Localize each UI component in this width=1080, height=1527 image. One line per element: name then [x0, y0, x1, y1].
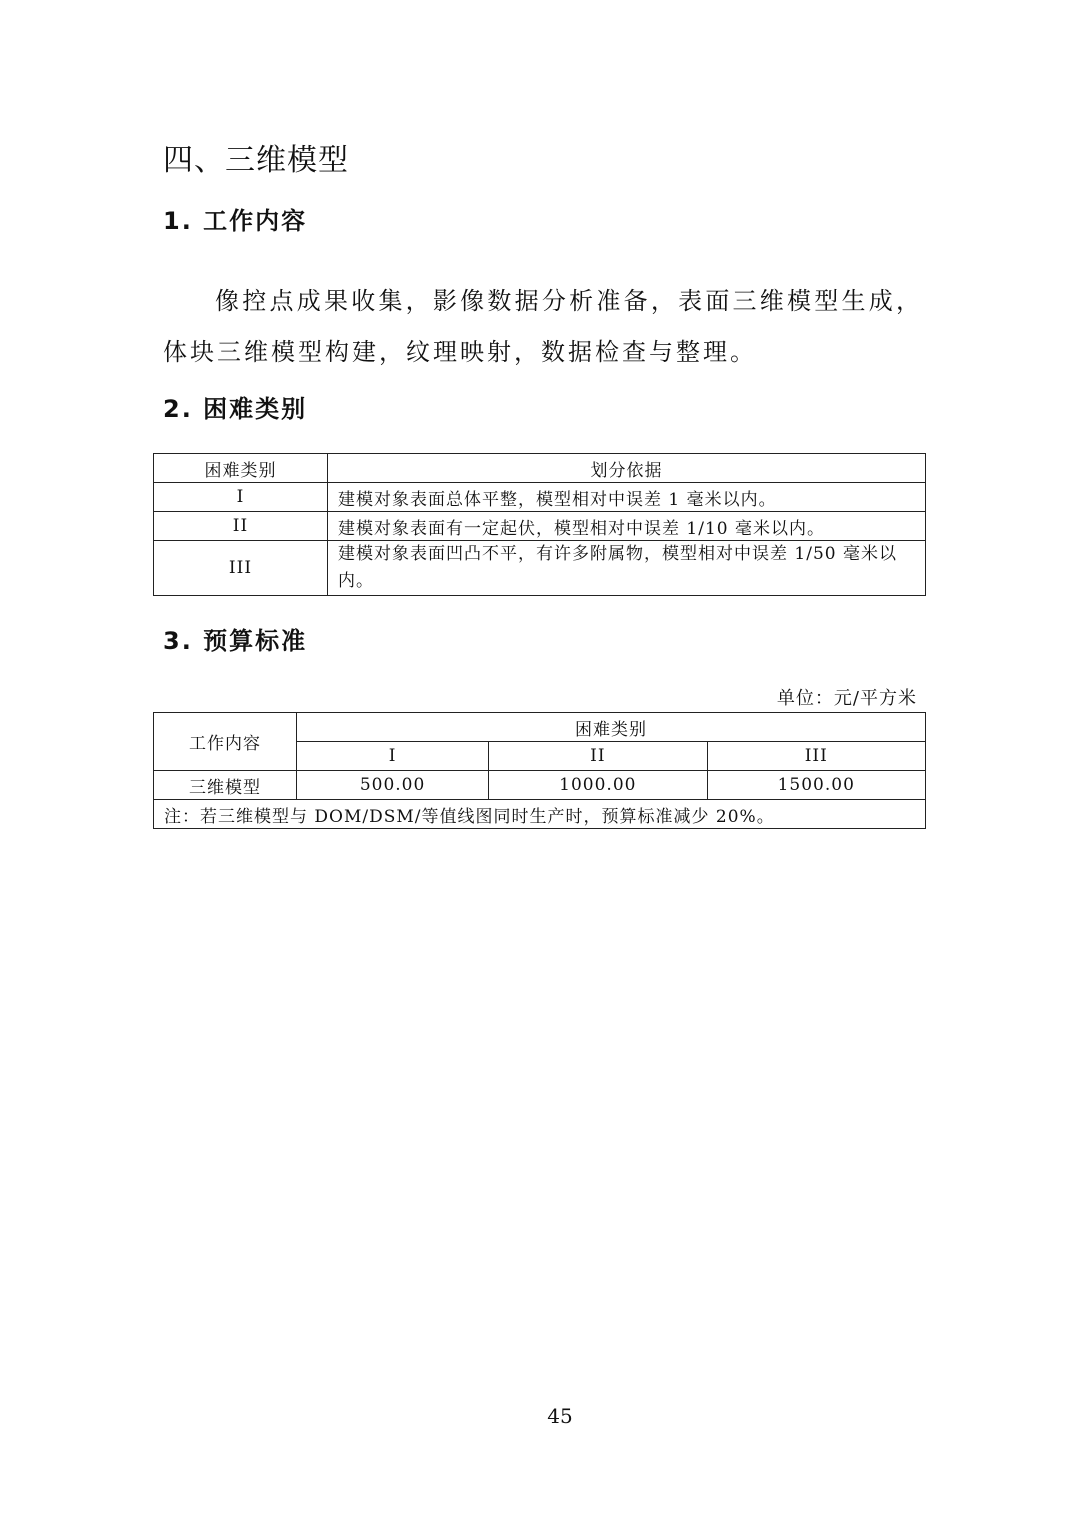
page-number: 45 — [547, 1404, 573, 1428]
table-row — [154, 771, 926, 800]
header-category: 困难类别 — [154, 454, 328, 483]
table-note: 注：若三维模型与 DOM/DSM/等值线图同时生产时，预算标准减少 20%。 — [154, 800, 926, 829]
value-cell: 1500.00 — [707, 771, 925, 800]
item-cell: 三维模型 — [154, 771, 297, 800]
basis-cell: 建模对象表面有一定起伏，模型相对中误差 1/10 毫米以内。 — [328, 512, 926, 541]
header-difficulty: 困难类别 — [297, 713, 926, 742]
header-basis: 划分依据 — [328, 454, 926, 483]
category-cell: III — [154, 541, 328, 596]
value-cell: 500.00 — [297, 771, 489, 800]
header-work-content: 工作内容 — [154, 713, 297, 771]
work-content-heading: 1. 工作内容 — [163, 207, 308, 235]
table-header-row — [154, 713, 926, 742]
category-cell: II — [154, 512, 328, 541]
table-header-row — [154, 454, 926, 483]
difficulty-heading: 2. 困难类别 — [163, 395, 308, 423]
value-cell: 1000.00 — [489, 771, 707, 800]
table-row — [154, 512, 926, 541]
budget-heading: 3. 预算标准 — [163, 627, 308, 655]
work-content-paragraph: 像控点成果收集，影像数据分析准备，表面三维模型生成，体块三维模型构建，纹理映射，数据检查与整理。 — [163, 287, 923, 366]
level-cell: II — [489, 742, 707, 771]
unit-label: 单位：元/平方米 — [776, 688, 917, 709]
category-cell: I — [154, 483, 328, 512]
table-note-row — [154, 800, 926, 829]
table-row — [154, 541, 926, 596]
table-row — [154, 483, 926, 512]
basis-cell: 建模对象表面总体平整，模型相对中误差 1 毫米以内。 — [328, 483, 926, 512]
level-cell: I — [297, 742, 489, 771]
section-heading: 四、三维模型 — [163, 143, 349, 178]
difficulty-table — [153, 453, 926, 596]
level-cell: III — [707, 742, 925, 771]
budget-table — [153, 712, 926, 829]
basis-cell: 建模对象表面凹凸不平，有许多附属物，模型相对中误差 1/50 毫米以内。 — [328, 541, 926, 596]
